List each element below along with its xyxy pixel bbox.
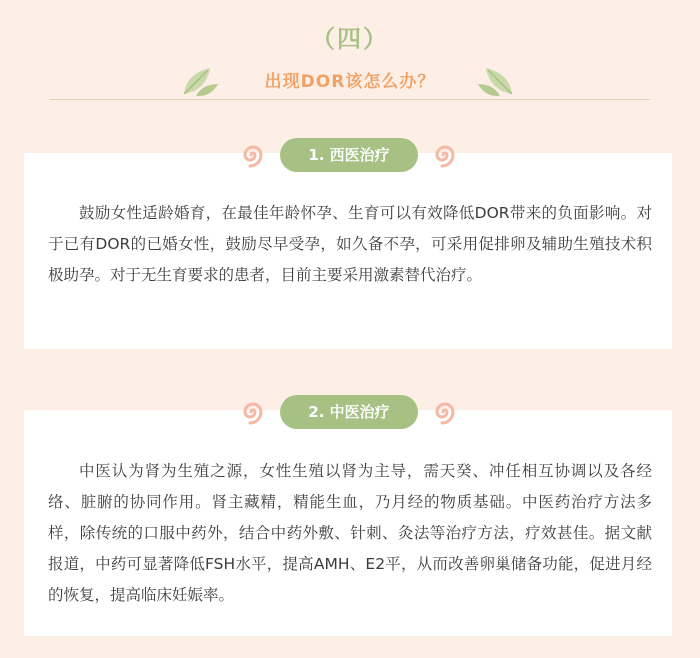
swirl-icon [430, 398, 460, 426]
swirl-icon [238, 398, 268, 426]
card-body-text: 中医认为肾为生殖之源，女性生殖以肾为主导，需天癸、冲任相互协调以及各经络、脏腑的协同作用。肾主藏精，精能生血，乃月经的物质基础。中医药治疗方法多样，除传统的口服中药外，结合中药外敷、针刺、灸法等治疗方法，疗效甚佳。据文献报道，中药可显著降低FSH水平，提高AMH、E2平，从而改善卵巢储备功能，促进月经的恢复，提高临床妊娠率。 [48, 462, 652, 604]
swirl-icon [238, 141, 268, 169]
swirl-icon [430, 141, 460, 169]
section-heading: 出现DOR该怎么办？ [264, 72, 436, 92]
card-body-text: 鼓励女性适龄婚育，在最佳年龄怀孕、生育可以有效降低DOR带来的负面影响。对于已有DOR的已婚女性，鼓励尽早受孕，如久备不孕，可采用促排卵及辅助生殖技术积极助孕。对于无生育要求的患者，目前主要采用激素替代治疗。 [48, 204, 652, 284]
card-title: 1. 西医治疗 [280, 138, 418, 172]
leaf-icon [476, 62, 516, 98]
divider [50, 99, 650, 100]
section-number: （四） [311, 25, 389, 53]
card-title: 2. 中医治疗 [280, 395, 418, 429]
